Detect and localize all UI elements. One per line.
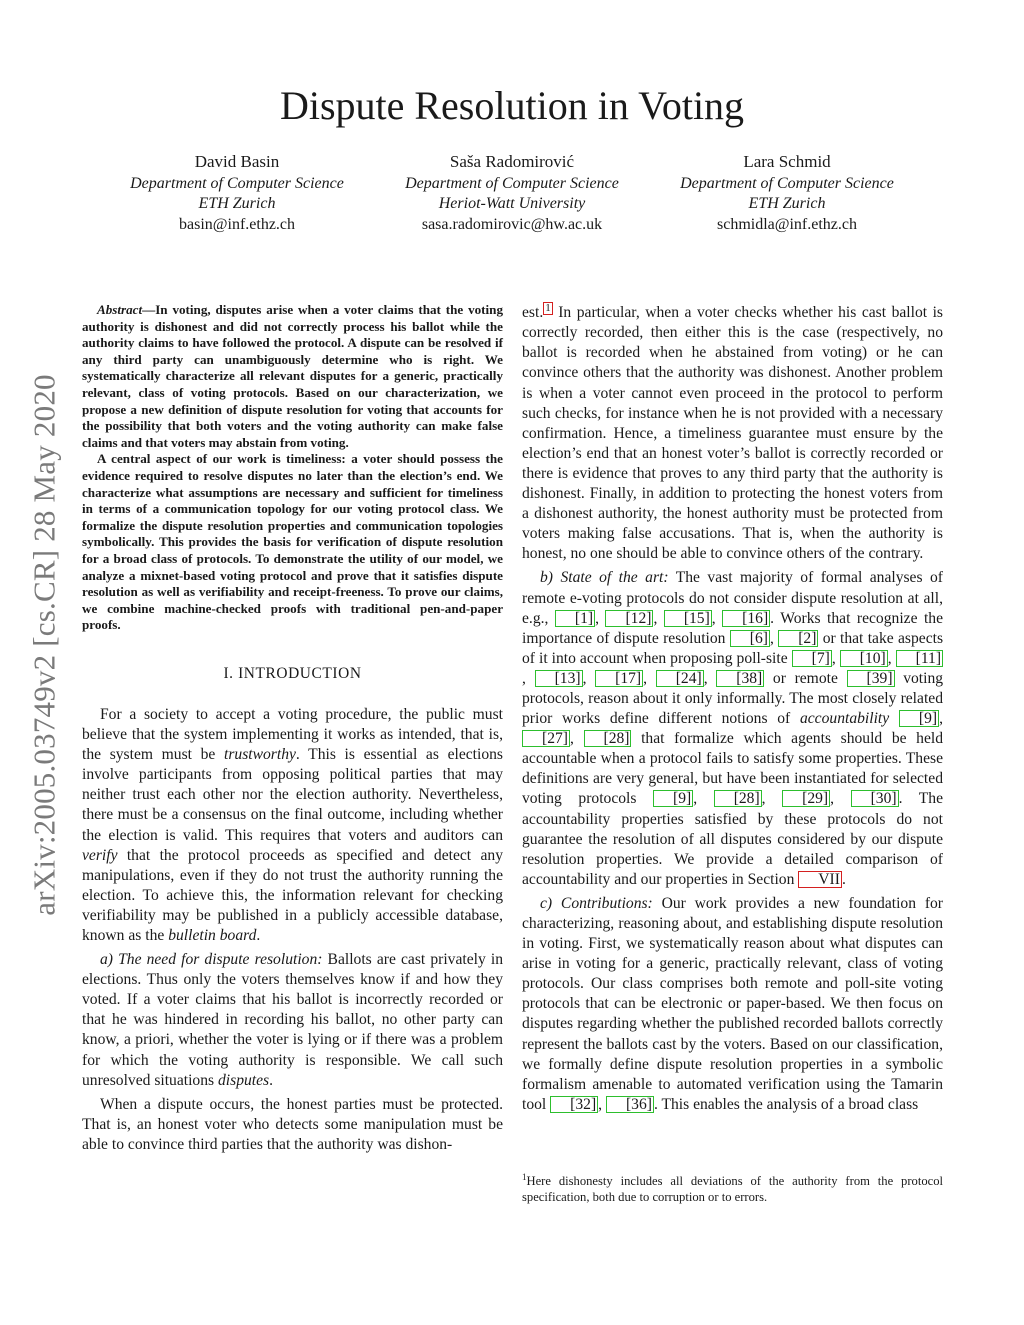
intro-para-1 <box>82 705 503 946</box>
citation-link[interactable]: [11] <box>896 650 943 667</box>
abstract-para-2: A central aspect of our work is timeliness: a voter should possess the evidence required to resolve disputes no later than the election’s end. We characterize what assumptions are necessary and sufficient for timeliness in terms of a communication topology for our voting protocol class. We formalize the dispute resolution properties and communication topologies symbolically. This provides the basis for verification of dispute resolution for a broad class of protocols. To demonstrate the utility of our model, we analyze a mixnet-based voting protocol and prove that it satisfies dispute resolution as well as verifiability and receipt-freeness. To prove our claims, we combine machine-checked proofs with traditional pen-and-paper proofs. <box>82 451 503 633</box>
contributions-para <box>522 894 943 1115</box>
text-span: Our work provides a new foundation for characterizing, reasoning about, and establishing dispute resolution in voting. First, we systematically reason about what disputes can arise in voting for a generic, practically relevant, class of voting protocols. Our class comprises both remote and poll-site voting protocols that can be electronic or paper-based. We then focus on disputes regarding whether the published recorded ballots correctly represent the ballots cast by the voters. Based on our classification, we formally define dispute resolution properties in a symbolic formalism amenable to automated verification using the Tamarin tool <box>522 894 944 1113</box>
author-email[interactable]: sasa.radomirovic@hw.ac.uk <box>421 215 603 233</box>
citation-link[interactable]: [30] <box>851 790 899 807</box>
text-span: . <box>269 1071 274 1089</box>
text-span: or remote <box>764 669 847 687</box>
emphasis: trustworthy <box>224 746 296 764</box>
citation-link[interactable]: [13] <box>535 670 583 687</box>
section-heading-introduction: I. INTRODUCTION <box>223 664 362 682</box>
citation-link[interactable]: [38] <box>716 670 764 687</box>
citation-group <box>847 670 895 687</box>
text-span: . This is essential as elections involve participants from opposing political parties that may neither trust each other nor the election authority. Nevertheless, there must be a consensus on the final outcome, including whether the election is valid. This requires that voters and auditors can <box>82 746 503 844</box>
citation-link[interactable]: [39] <box>847 670 895 687</box>
citation-group: [9] , [27] , [28] <box>522 710 943 747</box>
author-dept: Department of Computer Science <box>130 174 344 192</box>
author-institution: Heriot-Watt University <box>438 195 586 213</box>
author-block <box>100 152 924 235</box>
text-span: For a society to accept a voting procedure, the public must believe that the system implementing it works as intended, that is, the system must be <box>82 705 503 764</box>
text-span: . The accountability properties satisfied by these protocols do not guarantee the resolution of all disputes considered by our dispute resolution properties. We provide a detailed comparison of accountability and our properties in Section <box>522 790 944 888</box>
citation-group: [1] , [12] , [15] , [16] <box>555 610 770 627</box>
section-link[interactable]: VII <box>798 871 842 888</box>
emphasis: bulletin board <box>168 927 257 944</box>
citation-link[interactable]: [28] <box>714 790 762 807</box>
footnote-mark: 1 <box>522 1172 527 1182</box>
author-1 <box>100 152 374 235</box>
left-column <box>82 302 503 1155</box>
text-span: . <box>841 870 846 888</box>
footnote <box>522 1170 943 1205</box>
abstract-label: Abstract <box>97 302 143 317</box>
abstract <box>82 302 503 634</box>
text-span: that the protocol proceeds as specified and detect any manipulations, even if they do not trust the authority running the election. To achieve this, the information relevant for checking verifiability may be published in a publicly accessible database, known as the <box>82 846 503 944</box>
citation-link[interactable]: [28] <box>584 730 632 747</box>
citation-link[interactable]: [24] <box>656 670 704 687</box>
author-name: Lara Schmid <box>743 152 831 171</box>
state-of-art-para <box>522 568 943 890</box>
right-column <box>522 302 943 1115</box>
text-span: or that take aspects of it into account when proposing poll-site <box>522 629 944 667</box>
footnote-link[interactable]: 1 <box>545 302 551 314</box>
arxiv-stamp <box>24 340 66 950</box>
author-2 <box>375 152 649 235</box>
text-span: voting protocols, reason about it only informally. The most closely related prior works define different notions of <box>522 669 944 728</box>
paper-title: Dispute Resolution in Voting <box>279 83 745 128</box>
citation-link[interactable]: [17] <box>595 670 643 687</box>
author-dept: Department of Computer Science <box>405 174 619 192</box>
text-span: that formalize which agents should be held accountable when a protocol fails to satisfy some properties. These definitions are very general, but have been instantiated for selected voting protocols <box>522 730 944 808</box>
citation-link[interactable]: [29] <box>782 790 830 807</box>
author-institution: ETH Zurich <box>748 195 826 213</box>
citation-link[interactable]: [36] <box>606 1096 654 1113</box>
text-span: . <box>256 927 261 944</box>
citation-link[interactable]: [16] <box>722 610 770 627</box>
citation-link[interactable]: [27] <box>522 730 570 747</box>
citation-group: [9] , [28] , [29] , [30] <box>653 790 899 807</box>
abstract-para-1 <box>82 302 503 451</box>
citation-link[interactable]: [32] <box>550 1096 598 1113</box>
author-email[interactable]: schmidla@inf.ethz.ch <box>716 215 858 233</box>
citation-link[interactable]: [15] <box>664 610 712 627</box>
paragraph-heading: c) Contributions: <box>540 894 653 912</box>
paragraph-heading: a) The need for dispute resolution: <box>100 951 323 969</box>
text-span: . This enables the analysis of a broad class <box>653 1095 919 1113</box>
intro-para-3: When a dispute occurs, the honest parties must be protected. That is, an honest voter who detects some manipulation must be able to convince third parties that the authority was dishon- <box>82 1095 503 1153</box>
text-span: Ballots are cast privately in elections. Thus only the voters themselves know if and how they voted. If a voter claims that his ballot is incorrectly recorded or that he was hindered in recording his ballot, no other party can know, a priori, whether the voter is lying or if there was a problem for which the voting authority is responsible. We call such unresolved situations <box>82 951 503 1089</box>
author-3 <box>650 152 924 235</box>
text-span: est. <box>522 304 544 322</box>
citation-link[interactable]: [6] <box>730 630 770 647</box>
footnote-text: Here dishonesty includes all deviations of the authority from the protocol specification, both due to corruption or to errors. <box>522 1174 943 1204</box>
citation-link[interactable]: [1] <box>555 610 595 627</box>
citation-link[interactable]: [7] <box>792 650 832 667</box>
author-dept: Department of Computer Science <box>680 174 894 192</box>
citation-link[interactable]: [12] <box>605 610 653 627</box>
emphasis: verify <box>82 846 118 864</box>
paragraph-heading: b) State of the art: <box>540 569 669 587</box>
citation-link[interactable]: [2] <box>778 630 818 647</box>
citation-group: [32] , [36] <box>550 1096 654 1113</box>
right-para-1 <box>522 302 943 564</box>
author-institution: ETH Zurich <box>198 195 276 213</box>
author-email[interactable]: basin@inf.ethz.ch <box>178 215 296 233</box>
intro-para-2 <box>82 950 503 1091</box>
arxiv-id: arXiv:2005.03749v2 [cs.CR] 28 May 2020 <box>27 374 63 916</box>
author-name: David Basin <box>194 152 280 171</box>
citation-group: [6] , [2] <box>730 630 819 647</box>
citation-link[interactable]: [9] <box>899 710 939 727</box>
citation-link[interactable]: [9] <box>653 790 693 807</box>
abstract-text-1: —In voting, disputes arise when a voter claims that the voting authority is dishonest and did not correctly process his ballot while the authority claims to have followed the protocol. A dispute can be resolved if any third party can unambiguously determine who is right. We systematically characterize all relevant disputes for a generic, practically relevant, class of voting protocols. Based on our characterization, we propose a new definition of dispute resolution for voting that accounts for the possibility that both voters and the voting authority can make false claims and that voters may abstain from voting. <box>82 302 503 450</box>
emphasis: disputes <box>218 1071 270 1089</box>
citation-link[interactable]: [10] <box>840 650 888 667</box>
text-span: . Works that recognize the importance of dispute resolution <box>522 609 944 647</box>
citation-group: [7] , [10] , [11], [13] , [17] , [24] , [38] <box>522 649 942 687</box>
author-name: Saša Radomirović <box>449 152 575 171</box>
text-span: The vast majority of formal analyses of remote e-voting protocols do not consider dispute resolution at all, e.g., <box>522 569 943 627</box>
emphasis: accountability <box>799 710 890 728</box>
text-span: In particular, when a voter checks whether his cast ballot is correctly recorded, then either this is the case (respectively, no ballot is recorded when he abstained from voting) or he can convince others that the authority was dishonest. Another problem is when a voter cannot even proceed in the protocol to perform such checks, for instance when he is not provided with a necessary confirmation. Hence, a timeliness guarantee must ensure by the election’s end that an honest voter’s ballot is correctly recorded or there is evidence that proves to any third party that the authority is dishonest. Finally, in addition to protecting the honest voters from a dishonest authority, the honest authority must be protected from voters making false accusations. That is, when the authority is honest, no one should be able to convince others of the contrary. <box>522 304 943 563</box>
